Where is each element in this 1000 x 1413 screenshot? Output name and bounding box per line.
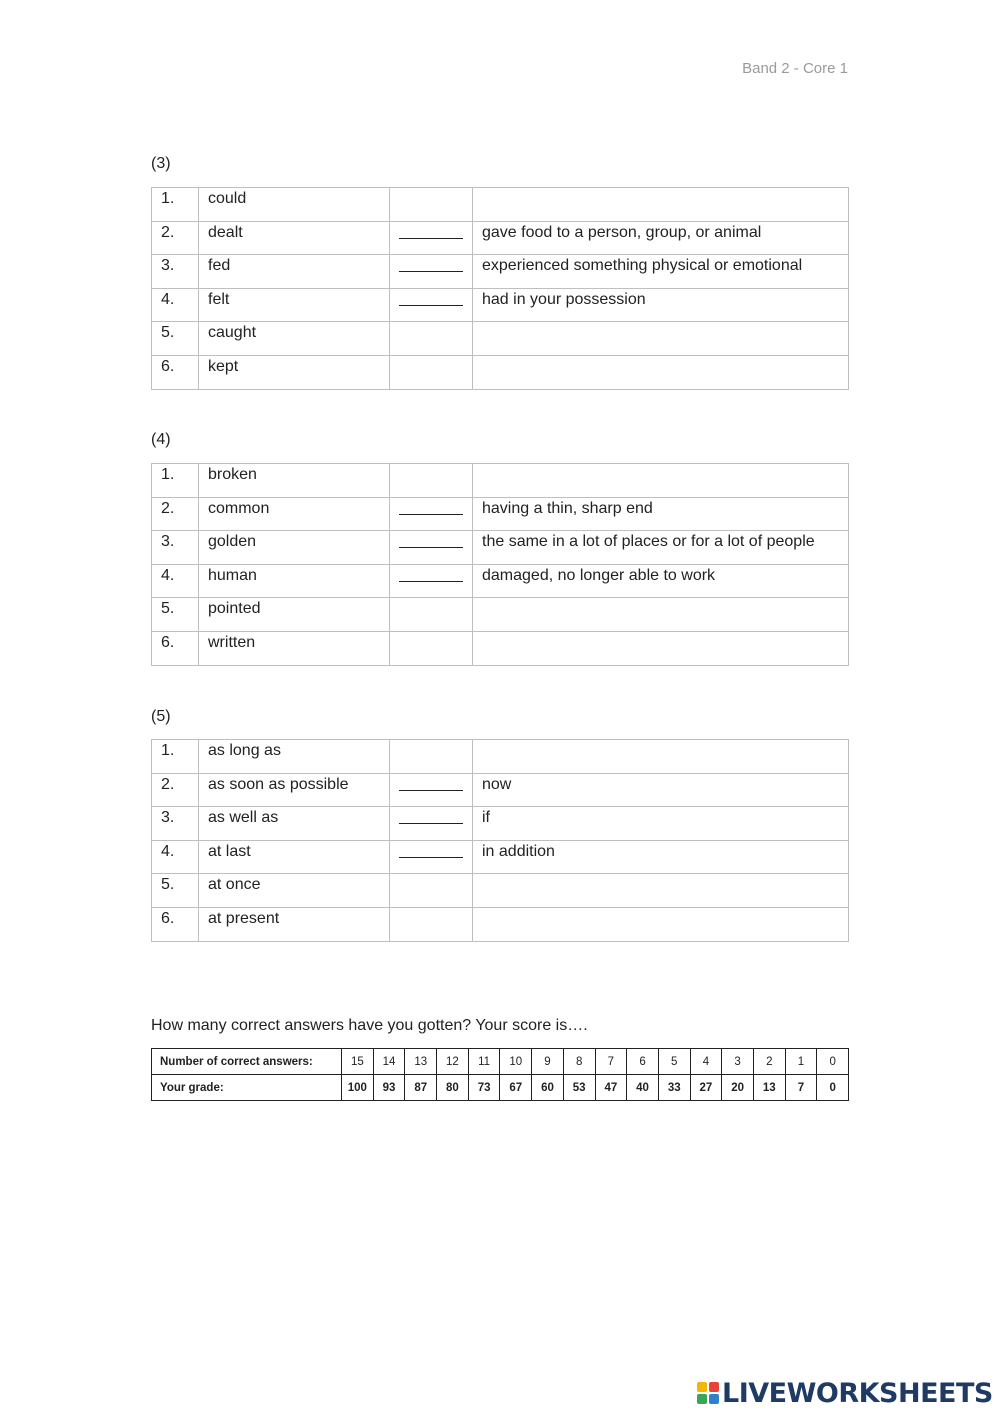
logo-block [709, 1382, 719, 1392]
table-row [152, 840, 849, 874]
grade-cell: 93 [373, 1075, 405, 1101]
table-row [152, 464, 849, 498]
item-word: as soon as possible [199, 773, 390, 807]
answer-cell [390, 631, 473, 665]
definition [473, 907, 849, 941]
answer-blank[interactable] [399, 533, 463, 548]
grade-cell: 0 [817, 1075, 849, 1101]
item-number: 3. [152, 807, 199, 841]
item-word: as well as [199, 807, 390, 841]
item-word: felt [199, 288, 390, 322]
item-word: common [199, 497, 390, 531]
item-word: golden [199, 531, 390, 565]
correct-count-cell: 2 [753, 1049, 785, 1075]
item-word: written [199, 631, 390, 665]
table-row [152, 355, 849, 389]
item-word: caught [199, 322, 390, 356]
section-label: (5) [151, 708, 171, 725]
item-number: 5. [152, 598, 199, 632]
answer-blank[interactable] [399, 257, 463, 272]
grade-cell: 73 [468, 1075, 500, 1101]
definition [473, 740, 849, 774]
answer-cell[interactable] [390, 221, 473, 255]
correct-count-cell: 8 [563, 1049, 595, 1075]
correct-count-cell: 0 [817, 1049, 849, 1075]
item-number: 5. [152, 874, 199, 908]
item-number: 4. [152, 288, 199, 322]
grade-cell: 33 [658, 1075, 690, 1101]
item-word: human [199, 564, 390, 598]
item-word: kept [199, 355, 390, 389]
correct-count-cell: 14 [373, 1049, 405, 1075]
answer-cell[interactable] [390, 531, 473, 565]
answer-cell [390, 740, 473, 774]
matching-table [151, 187, 849, 390]
table-row [152, 773, 849, 807]
matching-table [151, 739, 849, 942]
answer-cell [390, 598, 473, 632]
definition [473, 464, 849, 498]
grade-cell: 100 [342, 1075, 374, 1101]
item-number: 4. [152, 564, 199, 598]
answer-blank[interactable] [399, 843, 463, 858]
item-number: 6. [152, 631, 199, 665]
definition: in addition [473, 840, 849, 874]
answer-cell [390, 874, 473, 908]
liveworksheets-logo [697, 1378, 993, 1408]
logo-text: LIVEWORKSHEETS [722, 1377, 993, 1409]
table-row [152, 740, 849, 774]
item-word: at once [199, 874, 390, 908]
answer-cell [390, 907, 473, 941]
item-word: broken [199, 464, 390, 498]
answer-blank[interactable] [399, 776, 463, 791]
definition: had in your possession [473, 288, 849, 322]
item-number: 1. [152, 740, 199, 774]
grade-cell: 20 [722, 1075, 754, 1101]
grade-cell: 53 [563, 1075, 595, 1101]
table-row [152, 631, 849, 665]
table-row [152, 598, 849, 632]
table-row [152, 531, 849, 565]
logo-block [697, 1394, 707, 1404]
grade-cell: 27 [690, 1075, 722, 1101]
answer-blank[interactable] [399, 809, 463, 824]
item-number: 6. [152, 907, 199, 941]
grade-cell: 40 [627, 1075, 659, 1101]
section-label: (3) [151, 155, 171, 172]
answer-cell[interactable] [390, 288, 473, 322]
item-number: 2. [152, 221, 199, 255]
definition [473, 631, 849, 665]
correct-count-cell: 4 [690, 1049, 722, 1075]
score-question: How many correct answers have you gotten? Your score is…. [151, 1017, 588, 1034]
correct-count-cell: 15 [342, 1049, 374, 1075]
matching-table [151, 463, 849, 666]
item-word: at last [199, 840, 390, 874]
item-number: 2. [152, 773, 199, 807]
table-row [152, 807, 849, 841]
logo-block [697, 1382, 707, 1392]
correct-count-cell: 9 [532, 1049, 564, 1075]
item-number: 1. [152, 188, 199, 222]
item-word: at present [199, 907, 390, 941]
item-number: 1. [152, 464, 199, 498]
answer-blank[interactable] [399, 224, 463, 239]
item-number: 5. [152, 322, 199, 356]
table-row [152, 288, 849, 322]
item-word: fed [199, 255, 390, 289]
definition [473, 598, 849, 632]
definition [473, 322, 849, 356]
grade-cell: 7 [785, 1075, 817, 1101]
answer-cell[interactable] [390, 773, 473, 807]
grade-cell: 13 [753, 1075, 785, 1101]
table-row [152, 221, 849, 255]
answer-cell[interactable] [390, 564, 473, 598]
item-number: 4. [152, 840, 199, 874]
answer-cell [390, 355, 473, 389]
item-word: as long as [199, 740, 390, 774]
definition: having a thin, sharp end [473, 497, 849, 531]
correct-count-cell: 12 [437, 1049, 469, 1075]
answer-blank[interactable] [399, 500, 463, 515]
item-number: 3. [152, 531, 199, 565]
definition [473, 188, 849, 222]
score-row-correct [152, 1049, 849, 1075]
score-table [151, 1048, 849, 1101]
grade-cell: 60 [532, 1075, 564, 1101]
definition [473, 874, 849, 908]
answer-cell [390, 464, 473, 498]
definition: the same in a lot of places or for a lot of people [473, 531, 849, 565]
correct-count-cell: 10 [500, 1049, 532, 1075]
item-number: 6. [152, 355, 199, 389]
answer-cell[interactable] [390, 255, 473, 289]
answer-cell [390, 188, 473, 222]
correct-count-cell: 13 [405, 1049, 437, 1075]
correct-count-cell: 6 [627, 1049, 659, 1075]
item-word: could [199, 188, 390, 222]
section-label: (4) [151, 431, 171, 448]
answer-blank[interactable] [399, 567, 463, 582]
table-row [152, 497, 849, 531]
item-number: 2. [152, 497, 199, 531]
score-row-grade [152, 1075, 849, 1101]
score-row-grade-label: Your grade: [152, 1075, 342, 1101]
page-header: Band 2 - Core 1 [742, 60, 848, 77]
definition [473, 355, 849, 389]
logo-block [709, 1394, 719, 1404]
answer-cell[interactable] [390, 497, 473, 531]
correct-count-cell: 5 [658, 1049, 690, 1075]
table-row [152, 874, 849, 908]
definition: damaged, no longer able to work [473, 564, 849, 598]
grade-cell: 47 [595, 1075, 627, 1101]
item-number: 3. [152, 255, 199, 289]
definition: gave food to a person, group, or animal [473, 221, 849, 255]
correct-count-cell: 7 [595, 1049, 627, 1075]
score-row-correct-label: Number of correct answers: [152, 1049, 342, 1075]
table-row [152, 907, 849, 941]
correct-count-cell: 11 [468, 1049, 500, 1075]
answer-cell[interactable] [390, 840, 473, 874]
answer-blank[interactable] [399, 291, 463, 306]
definition: if [473, 807, 849, 841]
grade-cell: 87 [405, 1075, 437, 1101]
grade-cell: 67 [500, 1075, 532, 1101]
item-word: pointed [199, 598, 390, 632]
answer-cell [390, 322, 473, 356]
definition: now [473, 773, 849, 807]
table-row [152, 255, 849, 289]
correct-count-cell: 1 [785, 1049, 817, 1075]
item-word: dealt [199, 221, 390, 255]
table-row [152, 322, 849, 356]
definition: experienced something physical or emotional [473, 255, 849, 289]
table-row [152, 188, 849, 222]
answer-cell[interactable] [390, 807, 473, 841]
table-row [152, 564, 849, 598]
grade-cell: 80 [437, 1075, 469, 1101]
correct-count-cell: 3 [722, 1049, 754, 1075]
logo-blocks-icon [697, 1382, 719, 1404]
